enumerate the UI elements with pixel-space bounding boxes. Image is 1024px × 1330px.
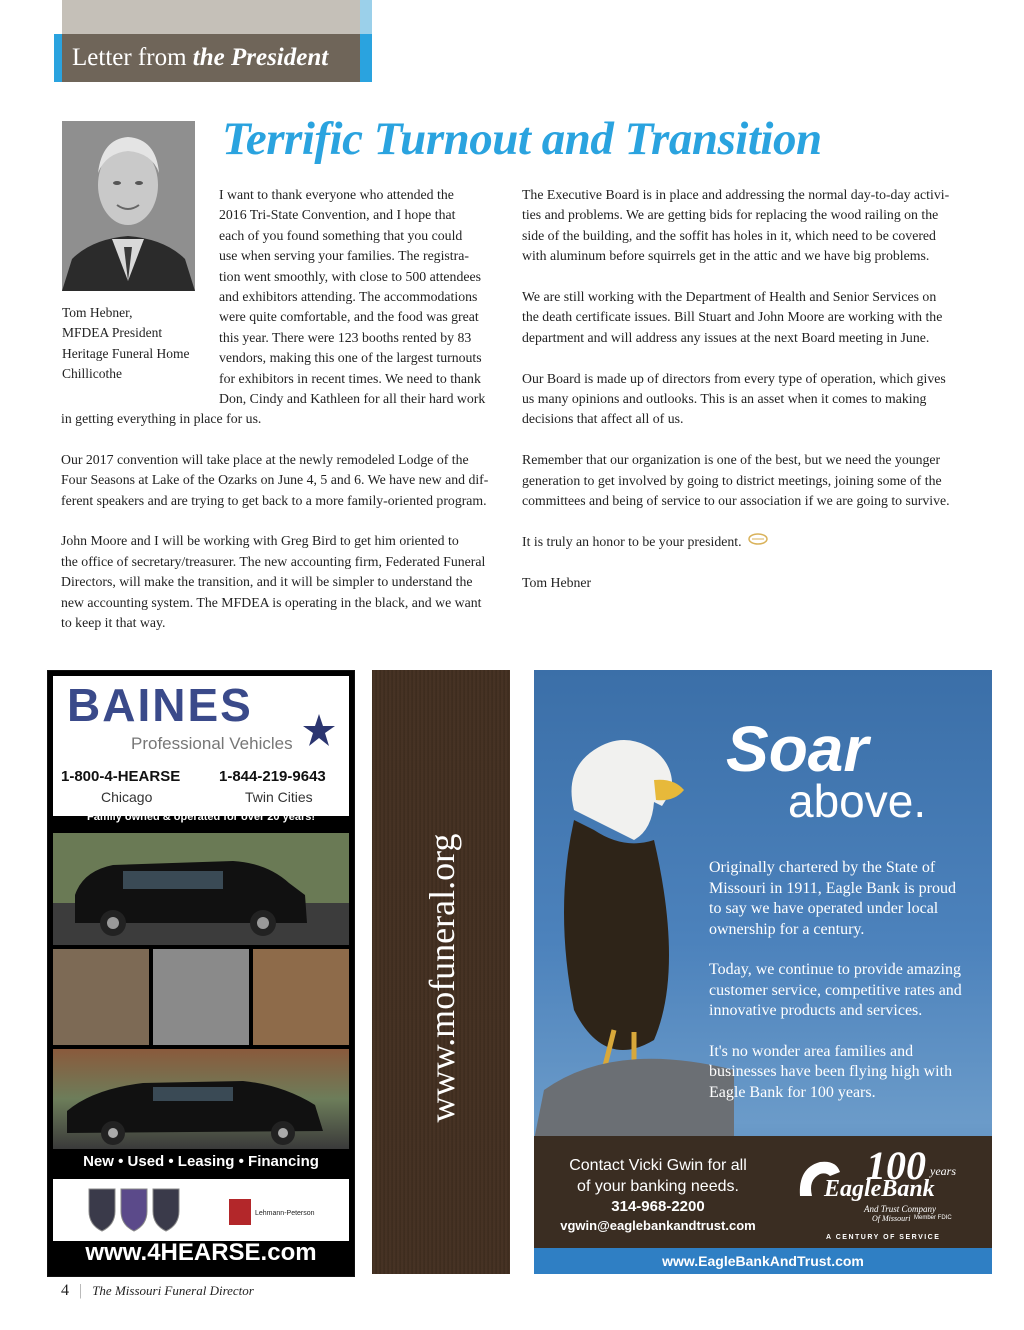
- text-line: I want to thank everyone who attended the: [219, 187, 454, 202]
- text-line: committees and being of service to our association if we are going to survive.: [522, 493, 950, 509]
- text-line: Don, Cindy and Kathleen for all their hard work: [219, 391, 486, 407]
- text-line: to keep it that way.: [61, 615, 166, 631]
- lehmann-peterson-label: Lehmann-Peterson: [255, 1210, 315, 1217]
- eagle-logo-name: EagleBank: [824, 1176, 935, 1202]
- text-line: The Executive Board is in place and addressing the normal day-to-day activi-: [522, 187, 950, 202]
- interior-photo: [153, 949, 249, 1045]
- eagle-bank-ad[interactable]: [534, 670, 992, 1274]
- text-line: each of you found something that you could: [219, 227, 463, 243]
- copy-line: Today, we continue to provide amazing: [709, 961, 961, 978]
- baines-offer: New • Used • Leasing • Financing: [83, 1153, 319, 1170]
- copy-line: innovative products and services.: [709, 1002, 923, 1019]
- copy-line: Eagle Bank for 100 years.: [709, 1083, 876, 1101]
- baines-header: [53, 676, 349, 816]
- baines-phone-chicago: 1-800-4-HEARSE: [61, 768, 181, 785]
- paragraph: [522, 185, 950, 267]
- paragraph: [522, 532, 950, 553]
- caption-line: Tom Hebner,: [62, 305, 133, 320]
- text-line: in getting everything in place for us.: [61, 411, 262, 426]
- eagle-logo-fdic: Member FDIC: [914, 1215, 952, 1221]
- mfdea-end-mark-icon: [748, 532, 768, 552]
- text-line: John Moore and I will be working with Greg Bird to get him oriented to: [61, 533, 459, 549]
- paragraph: [522, 287, 950, 348]
- text-line: It is truly an honor to be your president.: [522, 533, 742, 549]
- text-line: the office of secretary/treasurer. The new accounting firm, Federated Funeral: [61, 553, 486, 569]
- page-number: 4: [61, 1282, 69, 1299]
- caption-line: MFDEA President: [62, 325, 163, 341]
- text-line: for exhibitors in recent times. We need to thank: [219, 370, 481, 386]
- van-photo: [53, 833, 349, 945]
- paragraph: [61, 409, 488, 429]
- eagle-logo-years: years: [930, 1164, 956, 1178]
- baines-tagline: Family owned & operated for over 20 years!: [86, 811, 316, 823]
- baines-phone-twin-cities: 1-844-219-9643: [219, 768, 326, 785]
- text-line: We are still working with the Department of Health and Senior Services on: [522, 289, 937, 305]
- text-line: Remember that our organization is one of the best, but we need the younger: [522, 452, 941, 468]
- eagle-bank-logo: [794, 1142, 974, 1242]
- eagle-copy: [709, 858, 962, 1103]
- copy-line: ownership for a century.: [709, 920, 865, 938]
- paragraph: [61, 450, 488, 511]
- header-tab-accent-left: [54, 34, 62, 82]
- president-photo: [62, 121, 195, 291]
- text-line: were quite comfortable, and the food was great: [219, 309, 479, 325]
- baines-city-chicago: Chicago: [101, 789, 153, 805]
- text-line: 2016 Tri-State Convention, and I hope that: [219, 207, 456, 223]
- eagle-logo-100: 100: [866, 1143, 926, 1188]
- contact-line: Contact Vicki Gwin for all: [569, 1157, 747, 1174]
- eagle-bank-url[interactable]: www.EagleBankAndTrust.com: [534, 1248, 992, 1274]
- website-url[interactable]: www.mofuneral.org: [422, 833, 462, 1123]
- text-line: new accounting system. The MFDEA is operating in the black, and we want: [61, 594, 482, 610]
- text-line: Four Seasons at Lake of the Ozarks on June 4, 5 and 6. We have new and dif-: [61, 472, 489, 488]
- publication-name: The Missouri Funeral Director: [92, 1283, 254, 1298]
- baines-url[interactable]: www.4HEARSE.com: [85, 1239, 317, 1266]
- text-line: use when serving your families. The registra-: [219, 248, 469, 264]
- baines-brand: BAINES: [67, 679, 253, 731]
- paragraph: [522, 369, 950, 430]
- text-line: Directors, will make the transition, and it will be simpler to understand the: [61, 574, 473, 590]
- baines-logos: [53, 1179, 349, 1241]
- lehmann-peterson-logo: [229, 1197, 319, 1232]
- text-line: and exhibitors attending. The accommodations: [219, 289, 478, 305]
- eagle-logo-motto: A CENTURY OF SERVICE: [826, 1234, 941, 1241]
- shield-icon: [85, 1185, 185, 1240]
- header-tab-accent-top: [360, 0, 372, 34]
- copy-line: Missouri in 1911, Eagle Bank is proud: [709, 879, 956, 897]
- paragraph: [522, 573, 950, 593]
- text-line: side of the building, and the soffit has holes in it, which need to be covered: [522, 227, 936, 243]
- text-line: ties and problems. We are getting bids for replacing the wood railing on the: [522, 207, 939, 223]
- eagle-headline-above: above.: [788, 775, 927, 827]
- interior-photo: [53, 949, 149, 1045]
- eagle-photo: [534, 710, 734, 1145]
- copy-line: customer service, competitive rates and: [709, 981, 962, 999]
- star-icon: [301, 712, 337, 753]
- signature: Tom Hebner: [522, 575, 592, 591]
- text-line: decisions that affect all of us.: [522, 411, 684, 427]
- interior-photo: [253, 949, 349, 1045]
- caption-line: Heritage Funeral Home: [62, 345, 190, 361]
- left-column: [61, 409, 488, 633]
- sedan-photo: [53, 1049, 349, 1149]
- caption-line: Chillicothe: [62, 366, 122, 382]
- header-tab-top: [62, 0, 360, 34]
- copy-line: businesses have been flying high with: [709, 1063, 953, 1080]
- page-footer: [61, 1282, 254, 1300]
- copy-line: It's no wonder area families and: [709, 1042, 914, 1060]
- article-title: Terrific Turnout and Transition: [222, 113, 822, 165]
- text-line: department and will address any issues at the next Board meeting in June.: [522, 329, 930, 345]
- text-line: with aluminum before squirrels get in the attic and we have big problems.: [522, 248, 930, 264]
- website-strip: [372, 670, 510, 1274]
- text-line: vendors, making this one of the largest turnouts: [219, 350, 482, 366]
- eagle-email[interactable]: vgwin@eaglebankandtrust.com: [560, 1218, 756, 1233]
- copy-line: Originally chartered by the State of: [709, 859, 936, 876]
- right-column: [522, 185, 950, 594]
- eagle-logo-trust: And Trust Company: [864, 1204, 937, 1214]
- footer-divider: |: [79, 1282, 83, 1299]
- eagle-contact-panel: [534, 1136, 992, 1248]
- baines-subtitle: Professional Vehicles: [131, 734, 293, 753]
- eagle-phone[interactable]: 314-968-2200: [611, 1198, 705, 1215]
- paragraph: [522, 450, 950, 511]
- copy-line: to say we have operated under local: [709, 900, 939, 917]
- header-tab-accent: [360, 34, 372, 82]
- left-column-intro: [219, 185, 485, 409]
- text-line: Our 2017 convention will take place at the newly remodeled Lodge of the: [61, 451, 469, 467]
- text-line: this year. There were 123 booths rented by 83: [219, 329, 472, 345]
- baines-ad[interactable]: [47, 670, 355, 1277]
- contact-line: of your banking needs.: [577, 1177, 739, 1195]
- text-line: tion went smoothly, with close to 500 attendees: [219, 268, 481, 284]
- text-line: the death certificate issues. Bill Stuart and John Moore are working with the: [522, 309, 943, 325]
- text-line: Our Board is made up of directors from every type of operation, which gives: [522, 370, 946, 386]
- paragraph: [61, 531, 488, 633]
- text-line: us many opinions and outlooks. This is an asset when it comes to making: [522, 391, 927, 407]
- baines-city-twin-cities: Twin Cities: [245, 789, 313, 805]
- eagle-headline-soar: Soar: [726, 713, 869, 785]
- text-line: ferent speakers and are trying to get back to a more family-oriented program.: [61, 492, 487, 508]
- eagle-contact-text: [554, 1156, 762, 1197]
- section-label: Letter from the President: [72, 44, 329, 71]
- photo-caption: [62, 303, 189, 385]
- eagle-logo-missouri: Of Missouri: [872, 1214, 911, 1223]
- text-line: generation to get involved by going to district meetings, joining some of the: [522, 472, 942, 488]
